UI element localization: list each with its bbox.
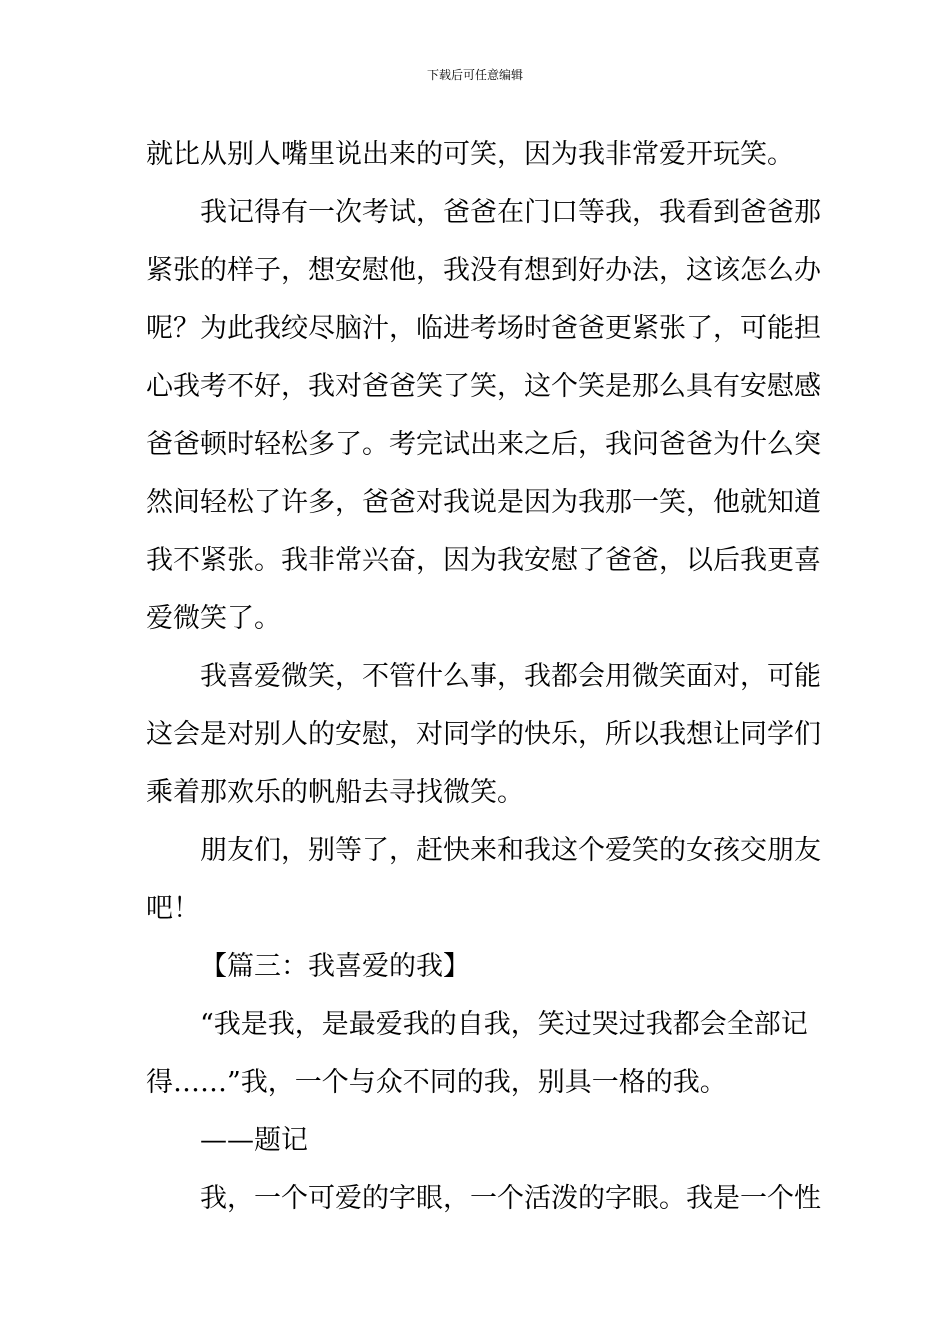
text-line: 朋友们，别等了，赶快来和我这个爱笑的女孩交朋友 bbox=[200, 835, 821, 866]
page-header: 下载后可任意编辑 bbox=[426, 68, 523, 82]
text-line: ——题记 bbox=[200, 1125, 308, 1156]
text-line: 紧张的样子，想安慰他，我没有想到好办法，这该怎么办 bbox=[146, 255, 821, 286]
text-line: 爸爸顿时轻松多了。考完试出来之后，我问爸爸为什么突 bbox=[146, 429, 821, 460]
text-line: 吧！ bbox=[146, 893, 200, 924]
text-line: 这会是对别人的安慰，对同学的快乐，所以我想让同学们 bbox=[146, 719, 821, 750]
text-line: 我，一个可爱的字眼，一个活泼的字眼。我是一个性 bbox=[200, 1183, 821, 1214]
text-line: 我不紧张。我非常兴奋，因为我安慰了爸爸，以后我更喜 bbox=[146, 545, 821, 576]
document-body bbox=[146, 126, 821, 1228]
text-line: 爱微笑了。 bbox=[146, 603, 281, 634]
text-line: 得……”我，一个与众不同的我，别具一格的我。 bbox=[146, 1067, 727, 1098]
text-line: 呢？为此我绞尽脑汁，临进考场时爸爸更紧张了，可能担 bbox=[146, 313, 821, 344]
text-line: 心我考不好，我对爸爸笑了笑，这个笑是那么具有安慰感 bbox=[146, 371, 821, 402]
text-line: 我记得有一次考试，爸爸在门口等我，我看到爸爸那 bbox=[200, 197, 821, 228]
text-line: 【篇三：我喜爱的我】 bbox=[200, 951, 470, 982]
text-line: 然间轻松了许多，爸爸对我说是因为我那一笑，他就知道 bbox=[146, 487, 821, 518]
text-line: 乘着那欢乐的帆船去寻找微笑。 bbox=[146, 777, 524, 808]
text-line: 我喜爱微笑，不管什么事，我都会用微笑面对，可能 bbox=[200, 661, 821, 692]
text-line: “我是我，是最爱我的自我，笑过哭过我都会全部记 bbox=[200, 1009, 808, 1040]
text-line: 就比从别人嘴里说出来的可笑，因为我非常爱开玩笑。 bbox=[146, 139, 794, 170]
